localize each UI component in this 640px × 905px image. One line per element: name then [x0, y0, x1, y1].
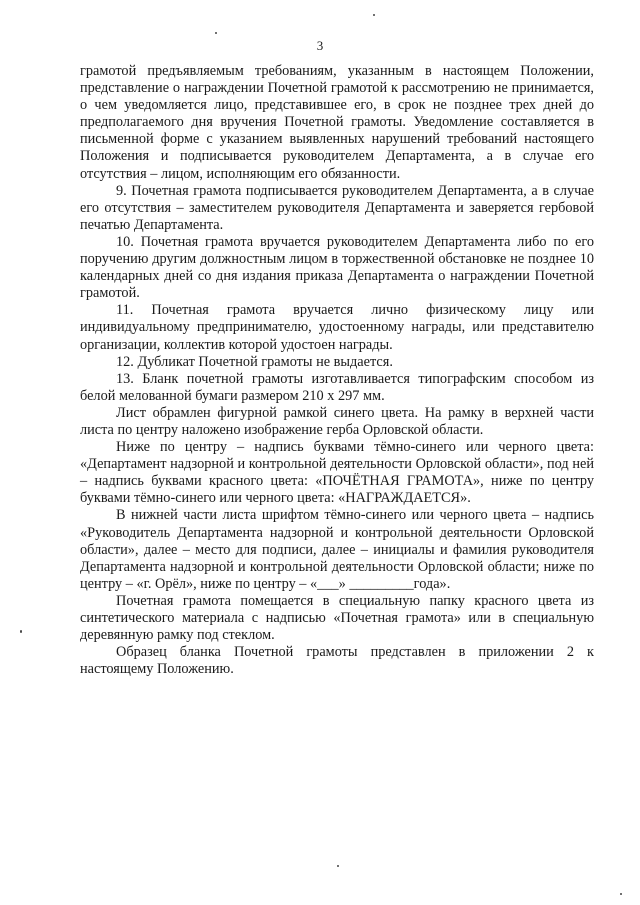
paragraph-frame-description: Лист обрамлен фигурной рамкой синего цвета. На рамку в верхней части листа по центру наложено изображение герба Орловской области.: [80, 404, 594, 438]
paragraph-item-9: 9. Почетная грамота подписывается руководителем Департамента, а в случае его отсутствия – заместителем руководителя Департамента и заверяется гербовой печатью Департамента.: [80, 182, 594, 233]
scan-speck: [215, 32, 217, 34]
paragraph-folder: Почетная грамота помещается в специальную папку красного цвета из синтетического материала с надписью «Почетная грамота» или в специальную деревянную рамку под стеклом.: [80, 592, 594, 644]
paragraph-footer-inscriptions: В нижней части листа шрифтом тёмно-синего или черного цвета – надпись «Руководитель Департамента надзорной и контрольной деятельности Орловской области», далее – место для подписи, далее – инициалы и фамилия руководителя Департамента надзорной и контрольной деятельности Орловской области; ниже по центру – «г. Орёл», ниже по центру – «___» _________года».: [80, 507, 594, 592]
scan-speck: [337, 865, 339, 867]
document-body: [80, 63, 594, 678]
scan-speck: [373, 14, 375, 16]
scan-speck: [620, 893, 622, 895]
paragraph-item-13: 13. Бланк почетной грамоты изготавливается типографским способом из белой мелованной бумаги размером 210 х 297 мм.: [80, 370, 594, 404]
page-number: 3: [316, 38, 324, 53]
paragraph-item-12: 12. Дубликат Почетной грамоты не выдается.: [116, 353, 393, 370]
paragraph-header-inscriptions: Ниже по центру – надпись буквами тёмно-синего или черного цвета: «Департамент надзорной и контрольной деятельности Орловской области», под ней – надпись буквами красного цвета: «ПОЧЁТНАЯ ГРАМОТА», ниже по центру буквами тёмно-синего или черного цвета: «НАГРАЖДАЕТСЯ».: [80, 439, 594, 507]
paragraph-item-10: 10. Почетная грамота вручается руководителем Департамента либо по его поручению другим должностным лицом в торжественной обстановке не позднее 10 календарных дней со дня издания приказа Департамента о награждении Почетной грамотой.: [80, 233, 594, 302]
paragraph-continuation: грамотой предъявляемым требованиям, указанным в настоящем Положении, представление о награждении Почетной грамотой к рассмотрению не принимается, о чем уведомляется лицо, представившее его, в срок не позднее трех дней до предполагаемого дня вручения Почетной грамоты. Уведомление составляется в письменной форме с указанием выявленных нарушений требований настоящего Положения и подписывается руководителем Департамента, а в случае его отсутствия – лицом, исполняющим его обязанности.: [80, 63, 594, 182]
paragraph-sample-reference: Образец бланка Почетной грамоты представлен в приложении 2 к настоящему Положению.: [80, 644, 594, 678]
paragraph-item-11: 11. Почетная грамота вручается лично физическому лицу или индивидуальному предпринимателю, удостоенному награды, или представителю организации, коллектив которой удостоен награды.: [80, 302, 594, 353]
scan-speck: [20, 630, 22, 633]
